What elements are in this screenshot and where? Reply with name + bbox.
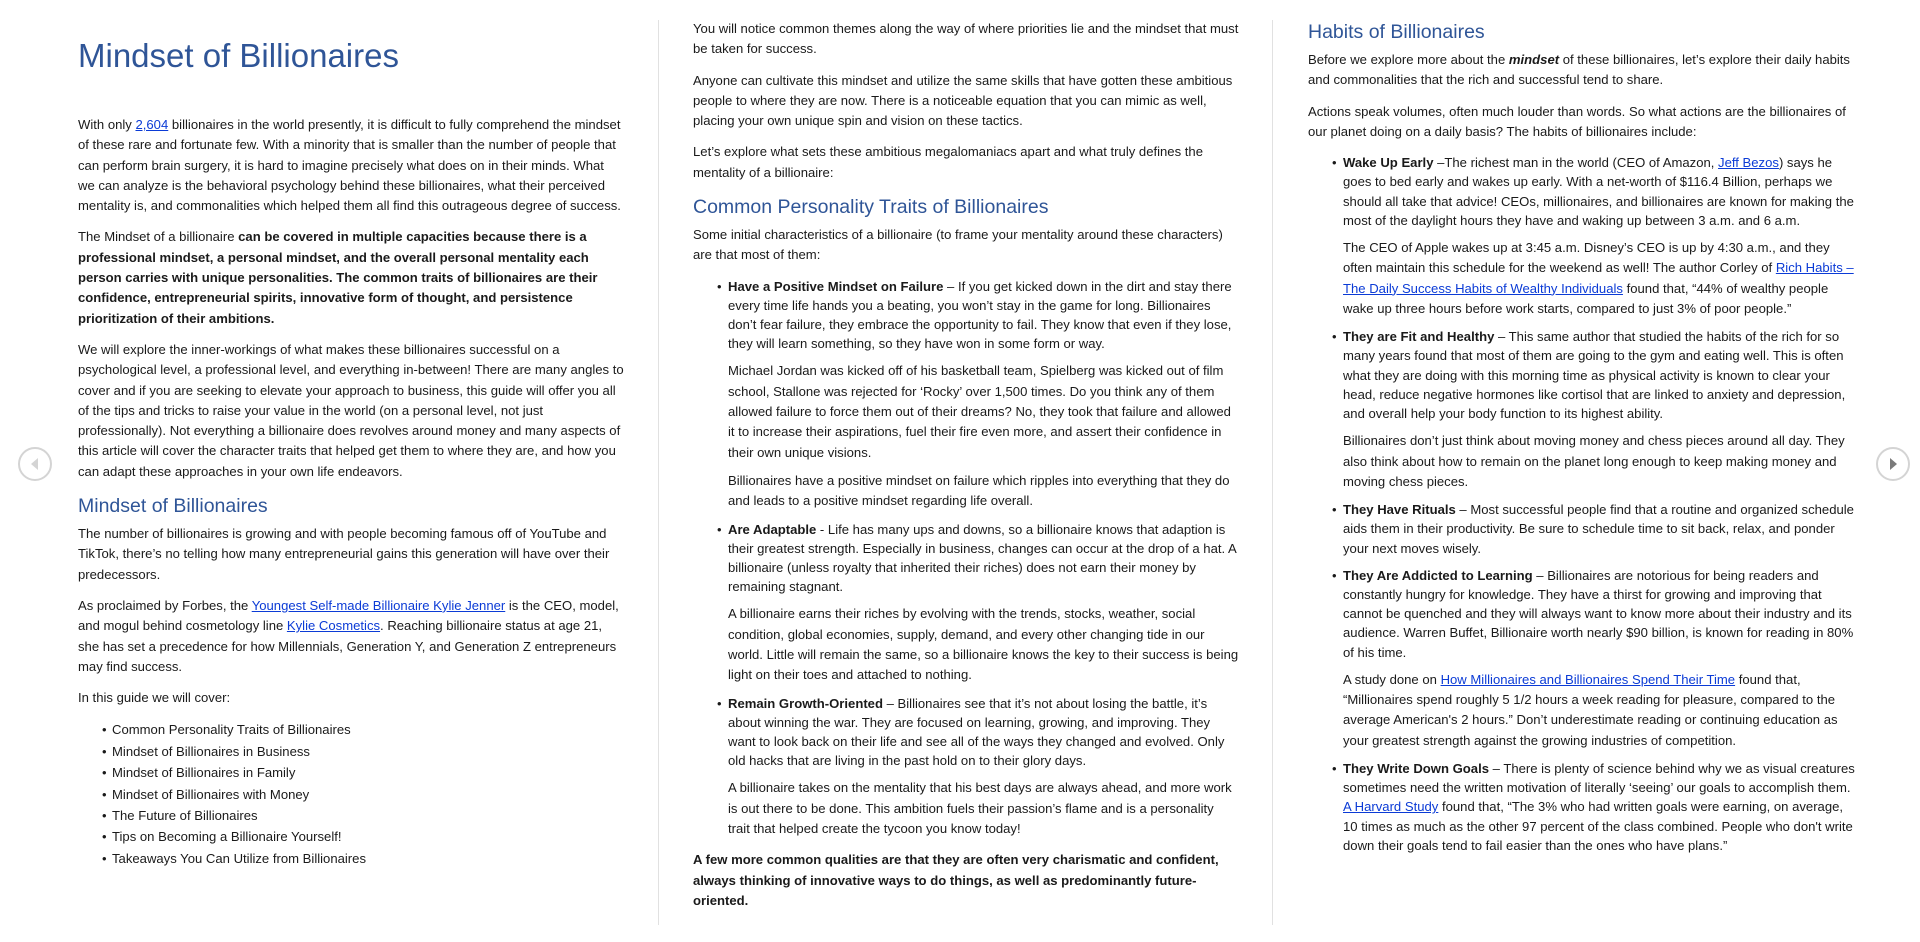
millionaires-time-link[interactable]: How Millionaires and Billionaires Spend Their Time (1440, 671, 1736, 687)
forbes-paragraph: As proclaimed by Forbes, the Youngest Self-made Billionaire Kylie Jenner is the CEO, model, and mogul behind cosmetology line Kylie Cosmetics. Reaching billionaire status at age 21, she has set a precedence for how Millennials, Generation Y, and Generation Z entrepreneurs may find success. (78, 597, 619, 674)
jeff-bezos-link[interactable]: Jeff Bezos (1718, 155, 1779, 171)
trait-detail: A billionaire takes on the mentality that his best days are always ahead, and more work is out there to be done. This ambition fuels their passion’s flame and is a personality trait that helped create the tycoon you know today! (728, 780, 1232, 836)
habits-list (1308, 153, 1856, 855)
billionaires-count-link[interactable]: 2,604 (135, 117, 169, 132)
list-item: • They Have Rituals – Most successful people find that a routine and organized schedule aids them in their productivity. Be sure to schedule time to sit back, relax, and ponder your next moves wisely. (1308, 500, 1856, 558)
list-item: • Remain Growth-Oriented – Billionaires see that it’s not about losing the battle, it’s about winning the war. They are focused on learning, growing, and improving. They want to look back on their life and see all of the ways they changed and evolved. Only old hacks that are living in the past hold on to their glory days. A billionaire takes on the mentality that his best days are always ahead, and more work is out there to be done. This ambition fuels their passion’s flame and is a personality trait that helped create the tycoon you know today! (693, 694, 1239, 840)
list-item: • They Are Addicted to Learning – Billionaires are notorious for being readers and constantly hungry for knowledge. They have a thirst for growing and improving that cannot be quenched and they will always want to know more about their industry and its audience. Warren Buffet, Billionaire worth nearly $90 billion, is known for reading in 80% of his time. A study done on How Millionaires and Billionaires Spend Their Time found that, “Millionaires spend roughly 5 1/2 hours a week reading for pleasure, compared to the average American's 2 hours.” Don’t underestimate reading or continuing education as your greatest strength against the growing industries of competition. (1308, 566, 1856, 751)
section-heading-mindset: Mindset of Billionaires (78, 495, 268, 518)
mindset-paragraph: The Mindset of a billionaire can be covered in multiple capacities because there is a professional mindset, a personal mindset, and the overall personal mentality each person carries with unique personalities. The common traits of billionaires are their confidence, entrepreneurial spirits, innovative form of thought, and persistence prioritization of their ambitions. (78, 229, 598, 326)
list-item: • Takeaways You Can Utilize from Billionaires (78, 848, 624, 869)
list-item: • Common Personality Traits of Billionaires (78, 719, 624, 740)
page-column-2 (693, 19, 1239, 942)
explore-defines-paragraph: Let’s explore what sets these ambitious megalomaniacs apart and what truly defines the mentality of a billionaire: (693, 144, 1203, 180)
list-item: • Tips on Becoming a Billionaire Yourself! (78, 826, 624, 847)
characteristics-paragraph: Some initial characteristics of a billionaire (to frame your mentality around these characters) are that most of them: (693, 227, 1223, 263)
list-item: • Are Adaptable - Life has many ups and downs, so a billionaire knows that adaption is their greatest strength. Especially in business, changes can occur at the drop of a hat. A billionaire (unless royalty that inherited their riches) does not earn their money by remaining stagnant. A billionaire earns their riches by evolving with the trends, stocks, weather, social condition, global economies, supply, demand, and every other changing tide in our world. Little will remain the same, so a billionaire knows the key to their success is being light on their toes and attached to nothing. (693, 520, 1239, 686)
trait-detail: Billionaires have a positive mindset on failure which ripples into everything that they do and leads to a positive mindset regarding life overall. (728, 472, 1230, 509)
habit-detail: A study done on How Millionaires and Billionaires Spend Their Time found that, “Millionaires spend roughly 5 1/2 hours a week reading for pleasure, compared to the average American's 2 hours.” Don’t underestimate reading or continuing education as your greatest strength against the growing industries of competition. (1343, 671, 1838, 748)
guide-topics-list (78, 719, 624, 869)
page-title: Mindset of Billionaires (78, 37, 399, 74)
list-item: • Have a Positive Mindset on Failure – If you get kicked down in the dirt and stay there every time life hands you a beating, you won’t stay in the game for long. Billionaires don’t fear failure, they embrace the opportunity to fail. They know that even if they lose, they will learn something, so they have won in some form or way. Michael Jordan was kicked off of his basketball team, Spielberg was kicked out of film school, Stallone was rejected for ‘Rocky’ over 1,500 times. Do you think any of them allowed failure to force them out of their dreams? No, they took that failure and allowed it to increase their aspirations, fuel their fire even more, and assert their confidence in their own unique visions. Billionaires have a positive mindset on failure which ripples into everything that they do and leads to a positive mindset regarding life overall. (693, 277, 1239, 512)
list-item: • Mindset of Billionaires with Money (78, 784, 624, 805)
growing-paragraph: The number of billionaires is growing and with people becoming famous off of YouTube and TikTok, there’s no telling how many entrepreneurial gains this generation will have over their predecessors. (78, 526, 610, 582)
themes-paragraph: You will notice common themes along the way of where priorities lie and the mindset that must be taken for success. (693, 21, 1239, 57)
section-heading-traits: Common Personality Traits of Billionaires (693, 196, 1049, 219)
closing-paragraph: A few more common qualities are that they are often very charismatic and confident, always thinking of innovative ways to do things, as well as predominantly future-oriented. (693, 852, 1219, 908)
list-item: • Mindset of Billionaires in Business (78, 741, 624, 762)
section-heading-habits: Habits of Billionaires (1308, 21, 1485, 43)
habits-intro: Before we explore more about the mindset of these billionaires, let’s explore their daily habits and commonalities that the rich and successful tend to share. (1308, 52, 1850, 88)
cultivate-paragraph: Anyone can cultivate this mindset and utilize the same skills that have gotten these ambitious people to where they are now. There is a noticeable equation that you can mimic as well, placing your own unique spin and vision on these tactics. (693, 72, 1233, 129)
list-item: • Wake Up Early –The richest man in the world (CEO of Amazon, Jeff Bezos) says he goes to bed early and wakes up early. With a net-worth of $116.4 Billion, perhaps we should all take that advice! CEOs, millionaires, and billionaires are known for making the most of the daylight hours they have and waking up between 3 a.m. and 6 a.m. The CEO of Apple wakes up at 3:45 a.m. Disney’s CEO is up by 4:30 a.m., and they often maintain this schedule for the weekend as well! The author Corley of Rich Habits – The Daily Success Habits of Wealthy Individuals found that, “44% of wealthy people wake up three hours before work starts, compared to just 3% of poor people.” (1308, 153, 1856, 319)
column-divider (658, 20, 659, 925)
kylie-cosmetics-link[interactable]: Kylie Cosmetics (286, 618, 381, 634)
column-divider (1272, 20, 1273, 925)
guide-intro: In this guide we will cover: (78, 690, 231, 706)
habit-detail: Billionaires don’t just think about moving money and chess pieces around all day. They also think about how to remain on the planet long enough to keep making money and moving chess pieces. (1343, 433, 1845, 489)
list-item: • The Future of Billionaires (78, 805, 624, 826)
trait-detail: A billionaire earns their riches by evolving with the trends, stocks, weather, social condition, global economies, supply, demand, and every other changing tide in our world. Little will remain the same, so a billionaire knows the key to their success is being light on their toes and attached to nothing. (728, 606, 1239, 683)
actions-paragraph: Actions speak volumes, often much louder than words. So what actions are the billionaires of our planet doing on a daily basis? The habits of billionaires include: (1308, 103, 1846, 139)
harvard-study-link[interactable]: A Harvard Study (1343, 799, 1439, 815)
chevron-right-icon (1878, 449, 1908, 479)
page-column-1 (78, 33, 624, 942)
intro-paragraph: With only 2,604 billionaires in the world presently, it is difficult to fully comprehend the mindset of these rare and fortunate few. With a minority that is smaller than the number of people that can perform brain surgery, it is hard to imagine precisely what does on in their minds. What we can analyze is the behavioral psychology behind these billionaires, what their perceived mentality is, and commonalities which helped them all find this outrageous degree of success. (78, 117, 621, 214)
page-column-3 (1308, 19, 1856, 942)
kylie-jenner-link[interactable]: Youngest Self-made Billionaire Kylie Jenner (251, 597, 506, 613)
rich-habits-link[interactable]: Rich Habits – The Daily Success Habits of Wealthy Individuals (1343, 260, 1854, 296)
list-item: • They are Fit and Healthy – This same author that studied the habits of the rich for so many years found that most of them are going to the gym and eating well. This is often what they are doing with this morning time as physical activity is known to clear your head, reduce negative hormones like cortisol that are linked to anxiety and depression, and overall help your body function to its highest ability. Billionaires don’t just think about moving money and chess pieces around all day. They also think about how to remain on the planet long enough to keep making money and moving chess pieces. (1308, 327, 1856, 492)
list-item: • Mindset of Billionaires in Family (78, 762, 624, 783)
traits-list (693, 277, 1239, 840)
list-item: • They Write Down Goals – There is plenty of science behind why we as visual creatures sometimes need the written motivation of literally ‘seeing’ our goals to accomplish them. A Harvard Study found that, “The 3% who had written goals were earning, on average, 10 times as much as the other 97 percent of the class combined. People who don't write down their goals tend to fail easier than the ones who have plans.” (1308, 759, 1856, 855)
chevron-left-icon (20, 449, 50, 479)
previous-page-button[interactable] (18, 447, 52, 481)
habit-detail: The CEO of Apple wakes up at 3:45 a.m. Disney’s CEO is up by 4:30 a.m., and they often maintain this schedule for the weekend as well! The author Corley of Rich Habits – The Daily Success Habits of Wealthy Individuals found that, “44% of wealthy people wake up three hours before work starts, compared to just 3% of poor people.” (1343, 240, 1854, 316)
next-page-button[interactable] (1876, 447, 1910, 481)
explore-paragraph: We will explore the inner-workings of what makes these billionaires successful on a psychological level, a professional level, and everything in-between! There are many angles to cover and if you are seeking to elevate your approach to business, this guide will offer you all of the tips and tricks to raise your value in the world (on a personal level, not just professionally). Not everything a billionaire does revolves around money and many aspects of this article will cover the character traits that helped get them to where they are, and how you can adapt these approaches in your own life endeavors. (78, 341, 624, 479)
trait-detail: Michael Jordan was kicked off of his basketball team, Spielberg was kicked out of film school, Stallone was rejected for ‘Rocky’ over 1,500 times. Do you think any of them allowed failure to force them out of their dreams? No, they took that failure and allowed it to increase their aspirations, fuel their fire even more, and assert their confidence in their own unique visions. (728, 363, 1231, 460)
